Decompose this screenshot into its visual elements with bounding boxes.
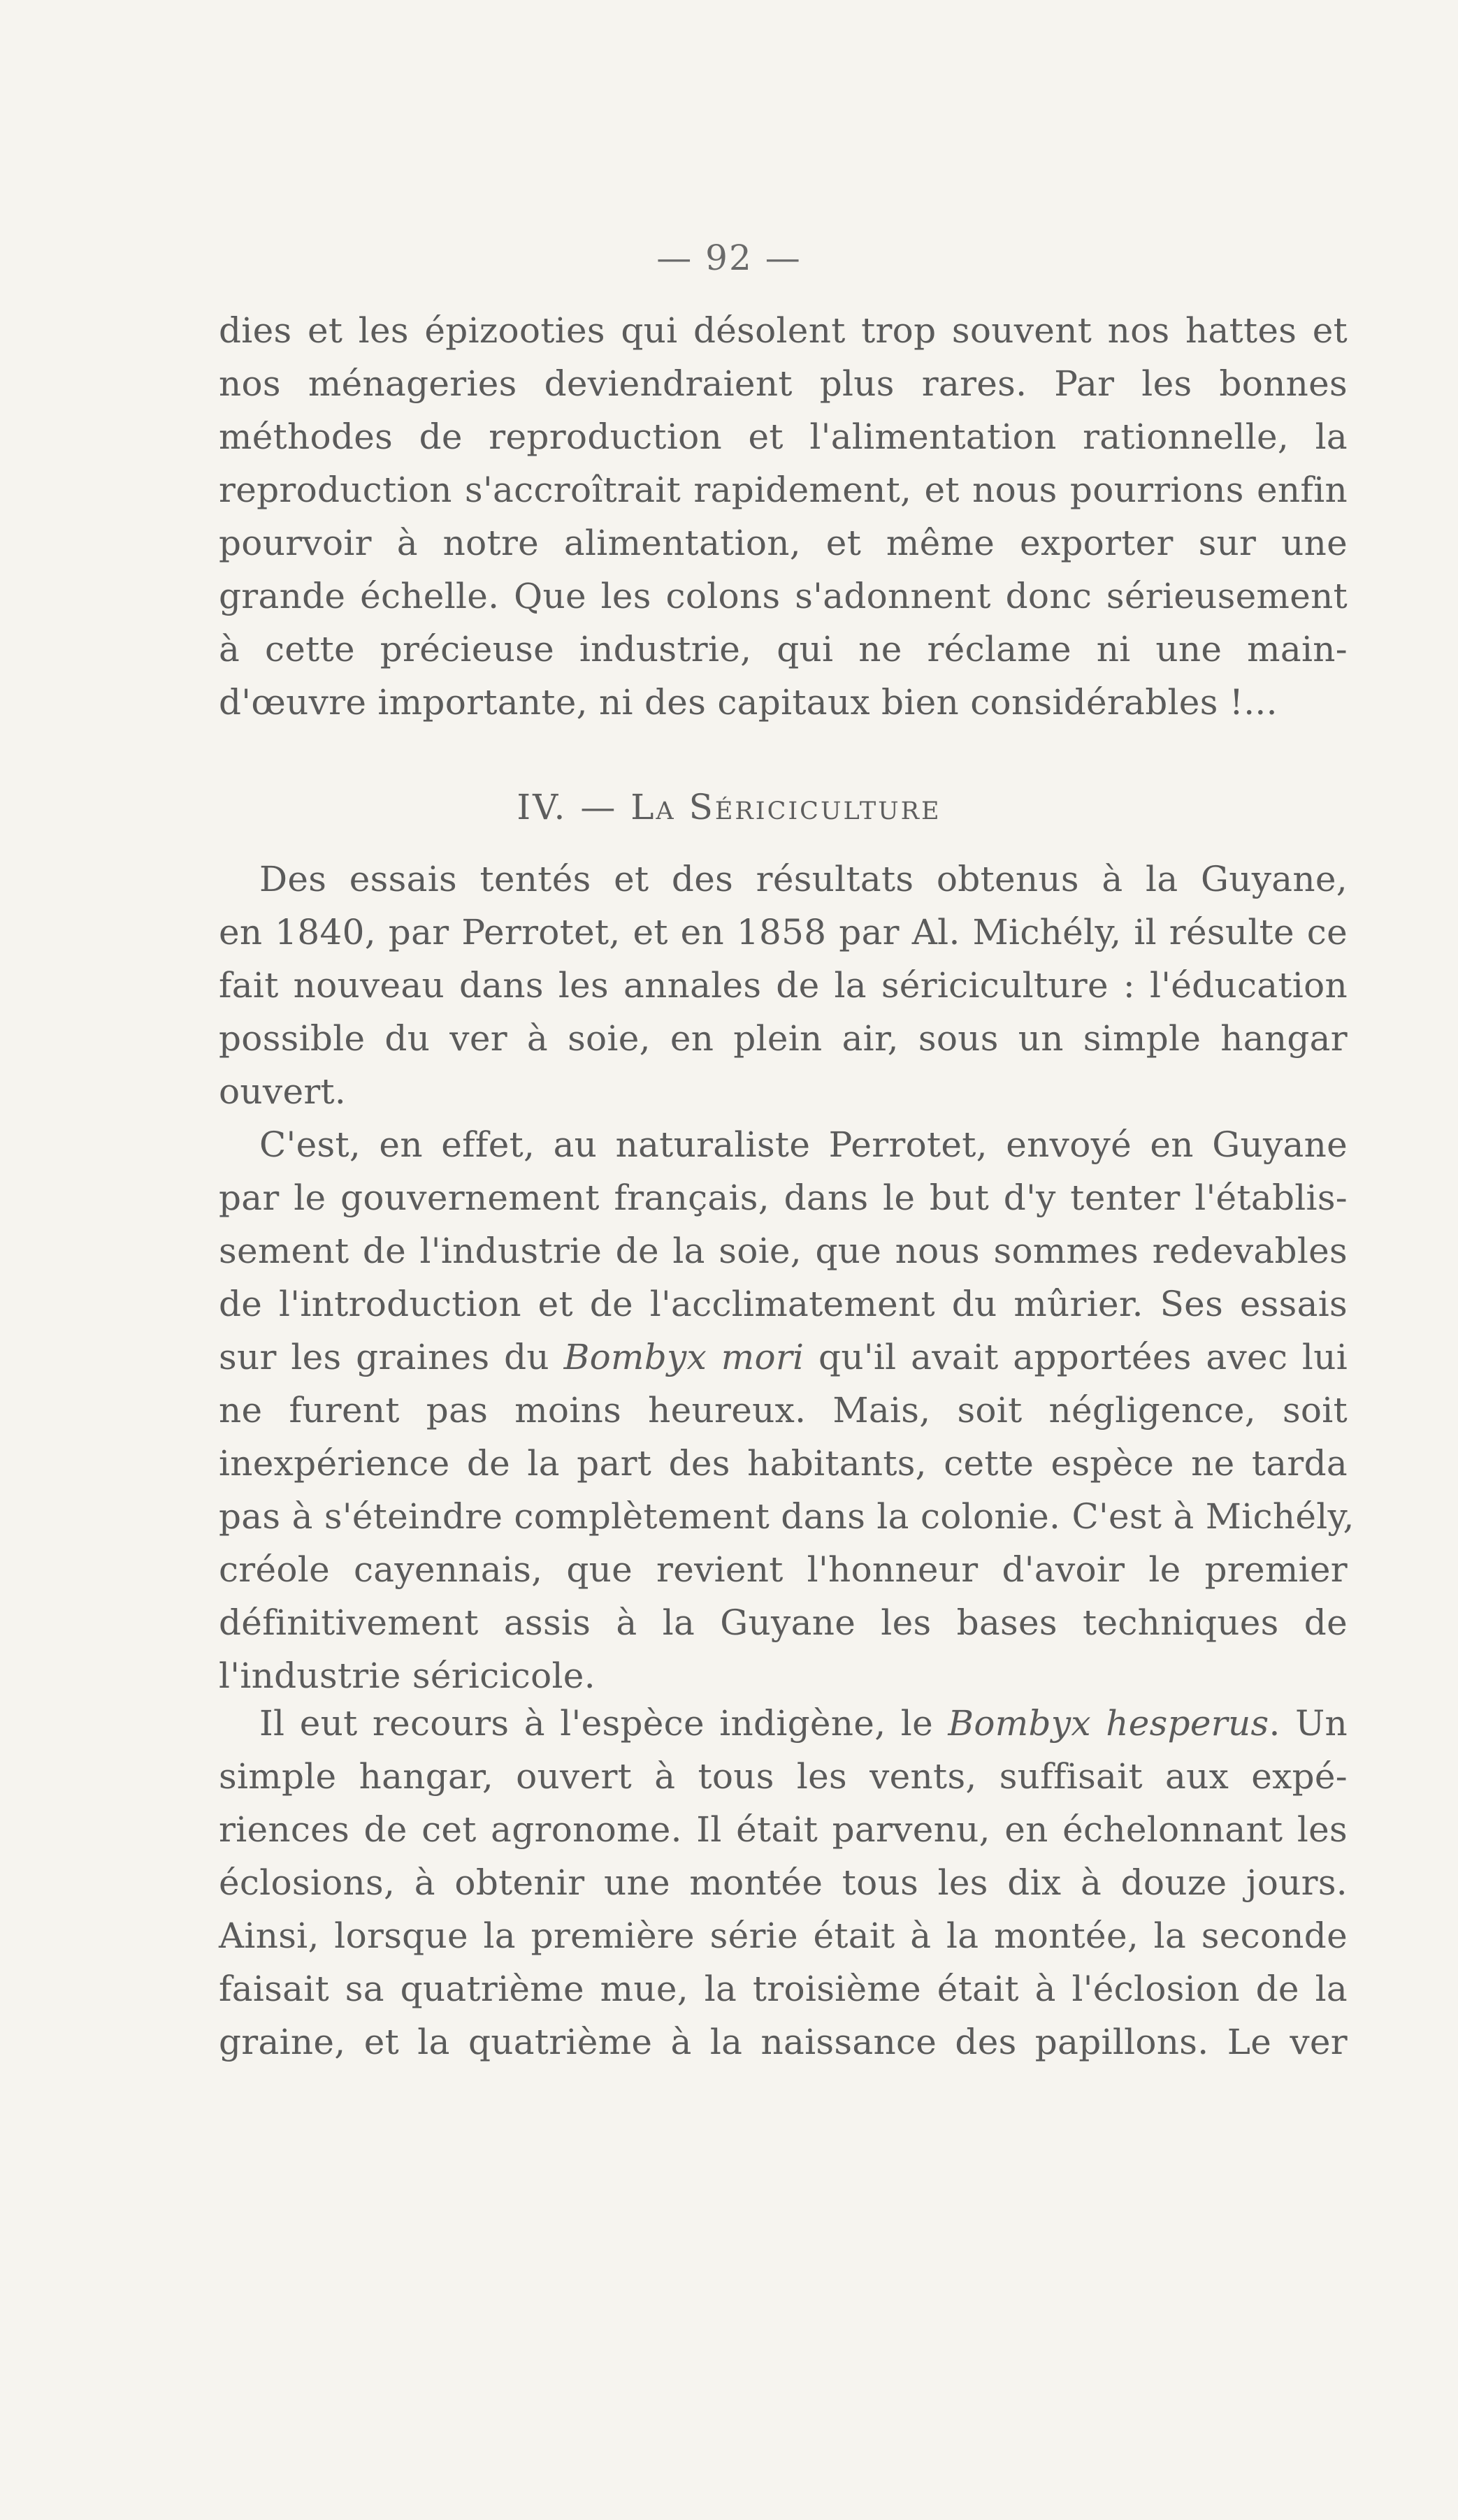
text-line: ouvert. (219, 1071, 347, 1112)
text-line: C'est, en effet, au naturaliste Perrotet, envoyé en Guyane (259, 1124, 1348, 1165)
text-line: graine, et la quatrième à la naissance des papillons. Le ver (219, 2022, 1348, 2062)
text-line: faisait sa quatrième mue, la troisième était à l'éclosion de la (219, 1969, 1348, 2009)
text-line: inexpérience de la part des habitants, cette espèce ne tarda (219, 1443, 1348, 1484)
text-line: d'œuvre importante, ni des capitaux bien considérables !... (219, 682, 1278, 723)
text-line: pourvoir à notre alimentation, et même exporter sur une (219, 523, 1348, 563)
text-line: de l'introduction et de l'acclimatement du mûrier. Ses essais (219, 1284, 1348, 1324)
text-line: simple hangar, ouvert à tous les vents, suffisait aux expé- (219, 1756, 1348, 1797)
text-line (219, 1697, 1348, 1750)
text-line (219, 1331, 1348, 1384)
text-line: pas à s'éteindre complètement dans la colonie. C'est à Michély, (219, 1496, 1355, 1537)
page-number: — 92 — (656, 238, 802, 278)
text-line: à cette précieuse industrie, qui ne réclame ni une main- (219, 629, 1348, 669)
paragraph-livestock (219, 304, 1348, 729)
text-line: reproduction s'accroîtrait rapidement, et nous pourrions enfin (219, 470, 1348, 510)
text-line: définitivement assis à la Guyane les bases techniques de (219, 1602, 1348, 1643)
text-line: riences de cet agronome. Il était parvenu, en échelonnant les (219, 1809, 1348, 1850)
text-line: sement de l'industrie de la soie, que nous sommes redevables (219, 1231, 1348, 1271)
text-fragment: qu'il avait apportées avec lui (804, 1337, 1348, 1377)
text-line: grande échelle. Que les colons s'adonnent donc sérieusement (219, 576, 1348, 616)
text-fragment: sur les graines du (219, 1337, 564, 1377)
text-line: méthodes de reproduction et l'alimentation rationnelle, la (219, 417, 1348, 457)
text-line: Des essais tentés et des résultats obtenus à la Guyane, (259, 859, 1348, 899)
text-line: éclosions, à obtenir une montée tous les dix à douze jours. (219, 1862, 1348, 1903)
section-numeral: IV. — (517, 787, 631, 827)
text-line: ne furent pas moins heureux. Mais, soit négligence, soit (219, 1390, 1348, 1431)
paragraph-michely (219, 1697, 1348, 2069)
species-name: Bombyx mori (563, 1337, 804, 1377)
text-line: créole cayennais, que revient l'honneur d'avoir le premier (219, 1549, 1348, 1590)
text-fragment: . Un (1269, 1703, 1348, 1744)
paragraph-perrotet (219, 1118, 1355, 1702)
text-fragment: Il eut recours à l'espèce indigène, le (259, 1703, 948, 1744)
text-line: fait nouveau dans les annales de la sériciculture : l'éducation (219, 965, 1348, 1006)
text-line: par le gouvernement français, dans le but d'y tenter l'établis- (219, 1178, 1348, 1218)
text-line: dies et les épizooties qui désolent trop souvent nos hattes et (219, 310, 1348, 351)
text-line: possible du ver à soie, en plein air, sous un simple hangar (219, 1018, 1348, 1059)
text-line: nos ménageries deviendraient plus rares. Par les bonnes (219, 363, 1348, 404)
paragraph-essays (219, 853, 1348, 1118)
text-line: Ainsi, lorsque la première série était à la montée, la seconde (219, 1916, 1348, 1956)
section-heading (0, 787, 1458, 827)
text-line: en 1840, par Perrotet, et en 1858 par Al. Michély, il résulte ce (219, 912, 1348, 953)
species-name: Bombyx hesperus (948, 1703, 1269, 1744)
text-line: l'industrie séricicole. (219, 1656, 596, 1696)
section-title: La Sériciculture (630, 787, 941, 827)
